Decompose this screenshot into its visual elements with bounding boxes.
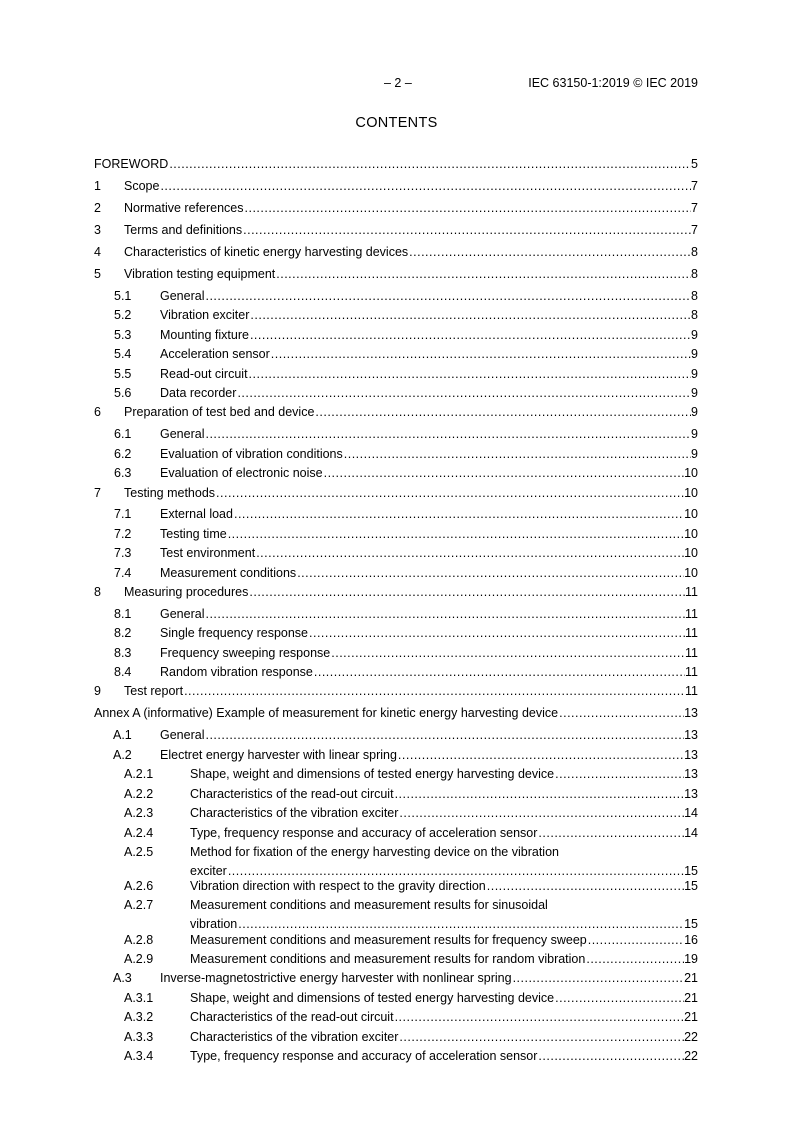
toc-entry[interactable] [94,201,698,216]
toc-entry-label: Test report [124,684,184,698]
toc-leader-dots [395,1010,685,1025]
toc-entry-number: 7.2 [114,527,132,541]
toc-leader-dots [205,427,691,442]
toc-entry-number: 9 [94,684,101,698]
toc-entry[interactable] [94,447,698,462]
toc-entry-label: External load [160,507,233,521]
toc-entry-page: 9 [691,427,698,441]
toc-entry-label: Electret energy harvester with linear spring [160,748,397,762]
toc-entry-number: 1 [94,179,101,193]
toc-entry-page: 21 [684,971,698,985]
toc-leader-dots [409,245,691,260]
toc-entry-label: Frequency sweeping response [160,646,331,660]
toc-entry[interactable] [94,626,698,641]
toc-entry-page: 9 [691,447,698,461]
toc-entry[interactable] [94,971,698,986]
toc-entry[interactable] [94,223,698,238]
toc-entry-label: Scope [124,179,160,193]
toc-entry[interactable] [94,826,698,841]
toc-leader-dots [169,157,691,172]
toc-leader-dots [399,806,684,821]
toc-entry[interactable] [94,767,698,782]
toc-entry-page: 11 [685,684,698,698]
toc-entry-label: General [160,607,205,621]
toc-entry-label: Test environment [160,546,256,560]
toc-entry[interactable] [94,527,698,542]
toc-entry[interactable] [94,289,698,304]
toc-entry-label: Method for fixation of the energy harvesting device on the vibration [190,845,559,859]
toc-entry-number: 7.1 [114,507,132,521]
toc-entry-label: Measurement conditions and measurement results for sinusoidal [190,898,548,912]
toc-entry-label: Type, frequency response and accuracy of acceleration sensor [190,1049,538,1063]
toc-leader-dots [315,405,691,420]
toc-entry-number: 8 [94,585,101,599]
toc-leader-dots [160,179,691,194]
toc-entry-label: Testing methods [124,486,216,500]
toc-entry-label: Type, frequency response and accuracy of acceleration sensor [190,826,538,840]
toc-entry-label: Characteristics of the read-out circuit [190,1010,394,1024]
toc-entry[interactable] [94,706,698,721]
toc-entry-page: 15 [684,879,698,893]
toc-entry-label: Evaluation of vibration conditions [160,447,343,461]
toc-entry-label: Measuring procedures [124,585,249,599]
toc-entry-label: Single frequency response [160,626,309,640]
toc-leader-dots [276,267,691,282]
toc-entry-number: 5.2 [114,308,132,322]
toc-entry[interactable] [94,546,698,561]
toc-entry[interactable] [94,466,698,481]
toc-entry-label: Measurement conditions [160,566,297,580]
toc-leader-dots [237,386,691,401]
toc-entry[interactable] [94,607,698,622]
toc-entry-number: A.2.3 [124,806,154,820]
toc-entry-page: 15 [684,864,698,878]
toc-leader-dots [243,223,691,238]
toc-entry-number: A.2.5 [124,845,154,859]
toc-entry[interactable] [94,665,698,680]
toc-entry-page: 8 [691,289,698,303]
toc-entry-page: 13 [684,728,698,742]
toc-leader-dots [256,546,684,561]
toc-leader-dots [314,665,685,680]
toc-entry-number: 2 [94,201,101,215]
toc-entry-page: 11 [685,585,698,599]
toc-entry-number: A.2.4 [124,826,154,840]
toc-entry[interactable] [94,646,698,661]
toc-entry[interactable] [94,367,698,382]
toc-entry-page: 8 [691,267,698,281]
toc-entry-page: 9 [691,347,698,361]
toc-leader-dots [249,585,685,600]
toc-entry-number: 7.3 [114,546,132,560]
toc-entry-label: Normative references [124,201,244,215]
toc-entry-label: Characteristics of kinetic energy harvesting devices [124,245,409,259]
page-title: CONTENTS [355,115,438,131]
toc-entry[interactable] [94,933,698,948]
toc-entry-number: 6.3 [114,466,132,480]
toc-entry-label: Data recorder [160,386,237,400]
toc-entry-number: 5.5 [114,367,132,381]
toc-entry-page: 16 [684,933,698,947]
toc-entry[interactable] [94,507,698,522]
toc-entry[interactable] [94,179,698,194]
toc-entry-page: 22 [684,1049,698,1063]
toc-leader-dots [331,646,685,661]
toc-entry-label: Characteristics of the read-out circuit [190,787,394,801]
toc-leader-dots [228,864,684,879]
toc-entry-number: 6 [94,405,101,419]
toc-entry-label: Testing time [160,527,227,541]
toc-entry[interactable] [94,898,698,932]
toc-entry-page: 9 [691,328,698,342]
toc-leader-dots [249,367,692,382]
toc-entry[interactable] [94,267,698,282]
toc-entry-number: A.3.4 [124,1049,154,1063]
toc-entry-page: 8 [691,308,698,322]
toc-entry-number: 4 [94,245,101,259]
toc-entry-number: 5.3 [114,328,132,342]
toc-entry-label: General [160,728,205,742]
toc-entry-page: 21 [684,1010,698,1024]
toc-entry[interactable] [94,728,698,743]
toc-entry-page: 10 [684,507,698,521]
toc-entry-number: 8.3 [114,646,132,660]
toc-entry-label: Read-out circuit [160,367,248,381]
toc-entry-label: Acceleration sensor [160,347,270,361]
toc-entry-page: 19 [684,952,698,966]
toc-leader-dots [344,447,691,462]
toc-leader-dots [398,748,684,763]
toc-entry-number: 5.1 [114,289,132,303]
toc-entry-label: Shape, weight and dimensions of tested energy harvesting device [190,767,555,781]
toc-leader-dots [555,767,684,782]
toc-entry-number: A.1 [113,728,132,742]
toc-entry-label: Evaluation of electronic noise [160,466,323,480]
toc-entry-page: 9 [691,367,698,381]
toc-entry-number: A.2.9 [124,952,154,966]
toc-entry-number: 8.4 [114,665,132,679]
toc-entry[interactable] [94,405,698,420]
toc-entry-number: A.3.2 [124,1010,154,1024]
toc-entry[interactable] [94,566,698,581]
toc-entry[interactable] [94,157,698,172]
toc-entry-page: 13 [684,706,698,720]
toc-entry-number: A.3.3 [124,1030,154,1044]
toc-entry-number: 3 [94,223,101,237]
toc-entry[interactable] [94,845,698,879]
toc-leader-dots [184,684,685,699]
toc-entry[interactable] [94,991,698,1006]
toc-entry-page: 10 [684,466,698,480]
toc-entry-page: 7 [691,201,698,215]
toc-entry[interactable] [94,1030,698,1045]
toc-entry[interactable] [94,585,698,600]
toc-leader-dots [555,991,684,1006]
toc-entry[interactable] [94,486,698,501]
toc-entry-page: 10 [684,527,698,541]
toc-entry-page: 14 [684,826,698,840]
toc-entry-page: 7 [691,179,698,193]
toc-entry-number: 6.1 [114,427,132,441]
toc-entry-label: Measurement conditions and measurement results for random vibration [190,952,586,966]
toc-entry-label: Terms and definitions [124,223,243,237]
toc-entry-label: Inverse-magnetostrictive energy harvester with nonlinear spring [160,971,512,985]
toc-entry-label-continued: vibration [190,917,238,931]
toc-entry-label: Annex A (informative) Example of measurement for kinetic energy harvesting device [94,706,559,720]
toc-entry-number: A.2.1 [124,767,154,781]
toc-leader-dots [245,201,692,216]
toc-leader-dots [238,917,684,932]
toc-entry-page: 8 [691,245,698,259]
toc-entry-number: A.2.6 [124,879,154,893]
toc-leader-dots [586,952,684,967]
toc-entry-page: 11 [685,646,698,660]
toc-entry-label: General [160,289,205,303]
toc-leader-dots [513,971,685,986]
toc-entry-label: Mounting fixture [160,328,249,342]
toc-leader-dots [588,933,684,948]
toc-entry-label: Vibration testing equipment [124,267,276,281]
toc-entry-number: A.2 [113,748,132,762]
toc-entry[interactable] [94,347,698,362]
document-reference: IEC 63150-1:2019 © IEC 2019 [528,76,698,90]
toc-leader-dots [399,1030,684,1045]
toc-entry-page: 9 [691,386,698,400]
toc-entry[interactable] [94,308,698,323]
toc-entry[interactable] [94,806,698,821]
toc-entry[interactable] [94,787,698,802]
toc-entry-number: A.3 [113,971,132,985]
toc-entry-page: 10 [684,566,698,580]
toc-leader-dots [205,607,685,622]
toc-entry[interactable] [94,1049,698,1064]
toc-leader-dots [271,347,691,362]
toc-entry-page: 22 [684,1030,698,1044]
toc-leader-dots [205,289,691,304]
toc-entry[interactable] [94,952,698,967]
toc-entry-label: Vibration direction with respect to the gravity direction [190,879,486,893]
toc-leader-dots [559,706,684,721]
toc-entry-number: 8.2 [114,626,132,640]
toc-leader-dots [250,328,691,343]
toc-entry-number: 7.4 [114,566,132,580]
toc-entry-number: A.3.1 [124,991,154,1005]
toc-entry[interactable] [94,328,698,343]
toc-entry-page: 9 [691,405,698,419]
toc-leader-dots [487,879,684,894]
toc-entry-number: A.2.8 [124,933,154,947]
toc-entry-label: Measurement conditions and measurement results for frequency sweep [190,933,587,947]
toc-entry-label-continued: exciter [190,864,227,878]
toc-entry-number: 5 [94,267,101,281]
toc-entry-label: Characteristics of the vibration exciter [190,806,399,820]
toc-entry-label: Random vibration response [160,665,313,679]
toc-entry-page: 11 [685,607,698,621]
toc-entry-label: Vibration exciter [160,308,250,322]
toc-entry-label: FOREWORD [94,157,169,171]
toc-entry-page: 10 [684,546,698,560]
toc-entry-page: 11 [685,626,698,640]
toc-leader-dots [309,626,685,641]
toc-entry-number: 8.1 [114,607,132,621]
toc-leader-dots [205,728,684,743]
toc-entry-label: Preparation of test bed and device [124,405,315,419]
toc-leader-dots [538,1049,684,1064]
toc-leader-dots [324,466,684,481]
toc-entry-number: 5.4 [114,347,132,361]
toc-entry[interactable] [94,879,698,894]
toc-leader-dots [538,826,684,841]
toc-entry-label: General [160,427,205,441]
toc-entry-number: 5.6 [114,386,132,400]
toc-entry-number: 6.2 [114,447,132,461]
toc-leader-dots [216,486,684,501]
toc-leader-dots [250,308,691,323]
toc-entry-page: 13 [684,767,698,781]
toc-entry-page: 13 [684,748,698,762]
toc-entry-page: 7 [691,223,698,237]
toc-entry-label: Shape, weight and dimensions of tested energy harvesting device [190,991,555,1005]
toc-entry-number: A.2.7 [124,898,154,912]
page-header [94,76,698,92]
toc-entry-page: 5 [691,157,698,171]
toc-leader-dots [395,787,685,802]
toc-entry-number: 7 [94,486,101,500]
toc-entry-page: 15 [684,917,698,931]
toc-entry-page: 13 [684,787,698,801]
toc-entry[interactable] [94,1010,698,1025]
toc-entry-page: 10 [684,486,698,500]
toc-entry[interactable] [94,748,698,763]
toc-entry[interactable] [94,386,698,401]
toc-entry-page: 11 [685,665,698,679]
toc-leader-dots [234,507,684,522]
toc-leader-dots [297,566,684,581]
page-number: – 2 – [384,76,412,90]
toc-entry[interactable] [94,245,698,260]
toc-entry-number: A.2.2 [124,787,154,801]
toc-entry[interactable] [94,427,698,442]
toc-entry-label: Characteristics of the vibration exciter [190,1030,399,1044]
toc-entry-page: 21 [684,991,698,1005]
toc-leader-dots [228,527,684,542]
toc-entry[interactable] [94,684,698,699]
toc-entry-page: 14 [684,806,698,820]
